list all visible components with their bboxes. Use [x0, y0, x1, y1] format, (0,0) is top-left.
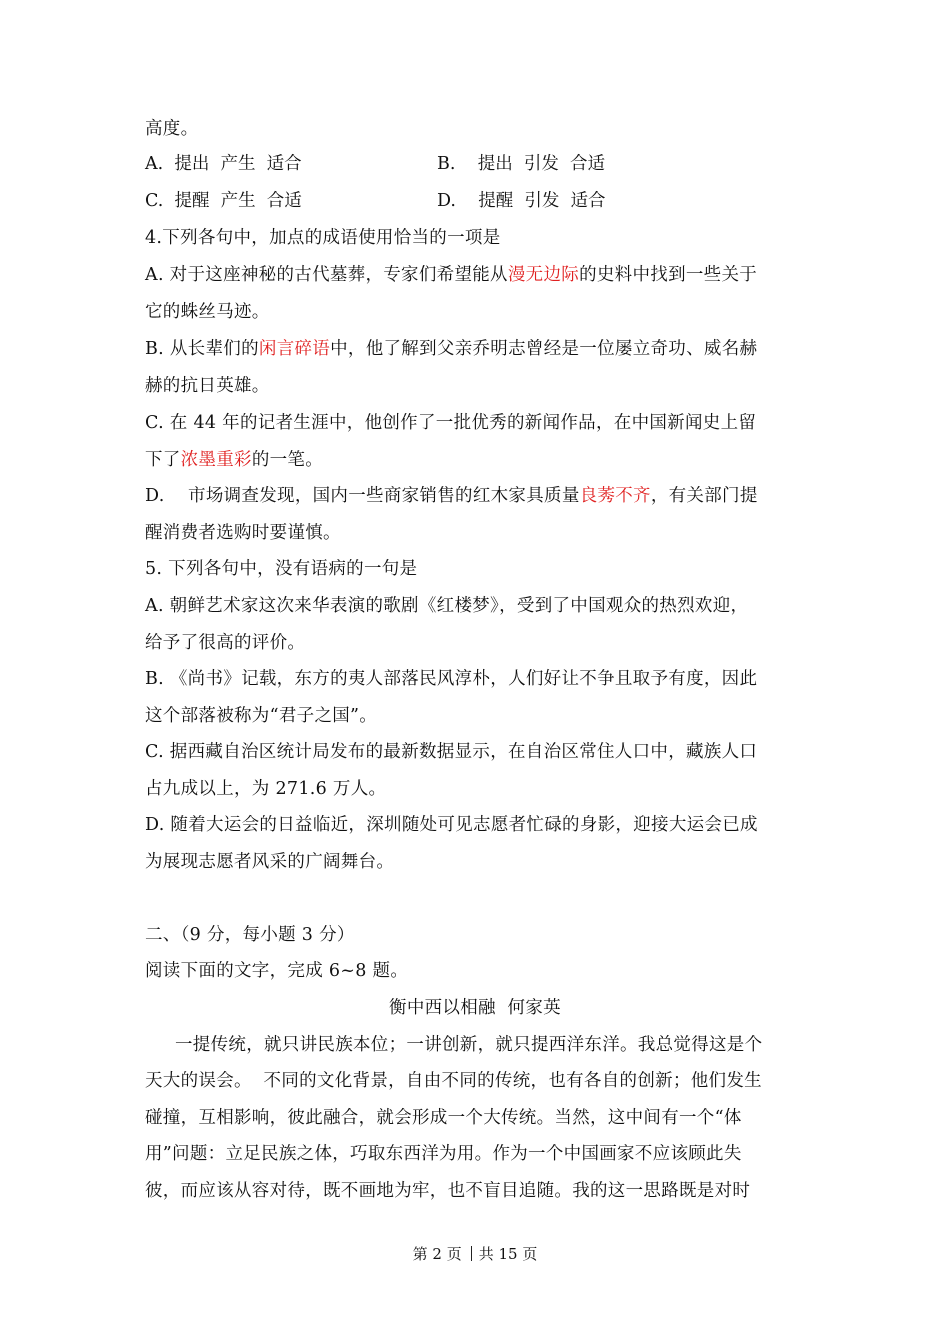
q4-option-b-cont: 赫的抗日英雄。 — [145, 376, 270, 396]
q4-stem: 4.下列各句中，加点的成语使用恰当的一项是 — [145, 228, 501, 248]
q4-option-d-cont: 醒消费者选购时要谨慎。 — [145, 523, 341, 543]
footer-divider — [471, 1246, 472, 1261]
q4-option-a-cont: 它的蛛丝马迹。 — [145, 302, 270, 322]
article-paragraph-line: 碰撞，互相影响，彼此融合，就会形成一个大传统。当然，这中间有一个“体 — [145, 1108, 742, 1128]
q4-option-d: D. 市场调查发现，国内一些商家销售的红木家具质量良莠不齐，有关部门提 — [145, 486, 758, 506]
article-paragraph-line: 天大的误会。 不同的文化背景，自由不同的传统，也有各自的创新；他们发生 — [145, 1071, 762, 1091]
q4-option-c-cont: 下了浓墨重彩的一笔。 — [145, 450, 324, 470]
q5-option-c-cont: 占九成以上，为 271.6 万人。 — [145, 779, 387, 799]
q3-option-d: D. 提醒 引发 适合 — [437, 191, 606, 211]
q5-option-d-cont: 为展现志愿者风采的广阔舞台。 — [145, 852, 395, 872]
q3-option-c: C. 提醒 产生 合适 — [145, 191, 302, 211]
article-paragraph-line: 用”问题：立足民族之体，巧取东西洋为用。作为一个中国画家不应该顾此失 — [145, 1144, 742, 1164]
page-footer — [0, 1243, 950, 1265]
article-title: 衡中西以相融 何家英 — [389, 998, 561, 1018]
q5-option-a: A. 朝鲜艺术家这次来华表演的歌剧《红楼梦》，受到了中国观众的热烈欢迎， — [145, 596, 749, 616]
idiom-highlight: 浓墨重彩 — [180, 450, 252, 470]
q4-option-c: C. 在 44 年的记者生涯中，他创作了一批优秀的新闻作品，在中国新闻史上留 — [145, 413, 757, 433]
q5-option-b-cont: 这个部落被称为“君子之国”。 — [145, 706, 378, 726]
article-paragraph-line: 彼，而应该从容对待，既不画地为牢，也不盲目追随。我的这一思路既是对时 — [145, 1181, 751, 1201]
q4-option-b: B. 从长辈们的闲言碎语中，他了解到父亲乔明志曾经是一位屡立奇功、威名赫 — [145, 339, 758, 359]
section-header: 二、（9 分，每小题 3 分） — [145, 925, 355, 945]
idiom-highlight: 良莠不齐 — [579, 486, 651, 506]
idiom-highlight: 漫无边际 — [507, 265, 580, 285]
section-instruction: 阅读下面的文字，完成 6~8 题。 — [145, 961, 409, 981]
q5-option-a-cont: 给予了很高的评价。 — [145, 633, 306, 653]
page-total: 共 15 页 — [478, 1245, 538, 1263]
q3-option-b: B. 提出 引发 合适 — [437, 154, 605, 174]
page-number: 第 2 页 — [412, 1245, 462, 1263]
q4-option-a: A. 对于这座神秘的古代墓葬，专家们希望能从漫无边际的史料中找到一些关于 — [145, 265, 758, 285]
idiom-highlight: 闲言碎语 — [258, 339, 331, 359]
q5-option-d: D. 随着大运会的日益临近，深圳随处可见志愿者忙碌的身影，迎接大运会已成 — [145, 815, 758, 835]
q3-option-a: A. 提出 产生 适合 — [145, 154, 302, 174]
q5-stem: 5. 下列各句中，没有语病的一句是 — [145, 559, 418, 579]
continuation-text: 高度。 — [145, 119, 199, 139]
article-paragraph-line: 一提传统，就只讲民族本位；一讲创新，就只提西洋东洋。我总觉得这是个 — [175, 1035, 763, 1055]
q5-option-c: C. 据西藏自治区统计局发布的最新数据显示，在自治区常住人口中，藏族人口 — [145, 742, 758, 762]
q5-option-b: B. 《尚书》记载，东方的夷人部落民风淳朴，人们好让不争且取予有度，因此 — [145, 669, 758, 689]
